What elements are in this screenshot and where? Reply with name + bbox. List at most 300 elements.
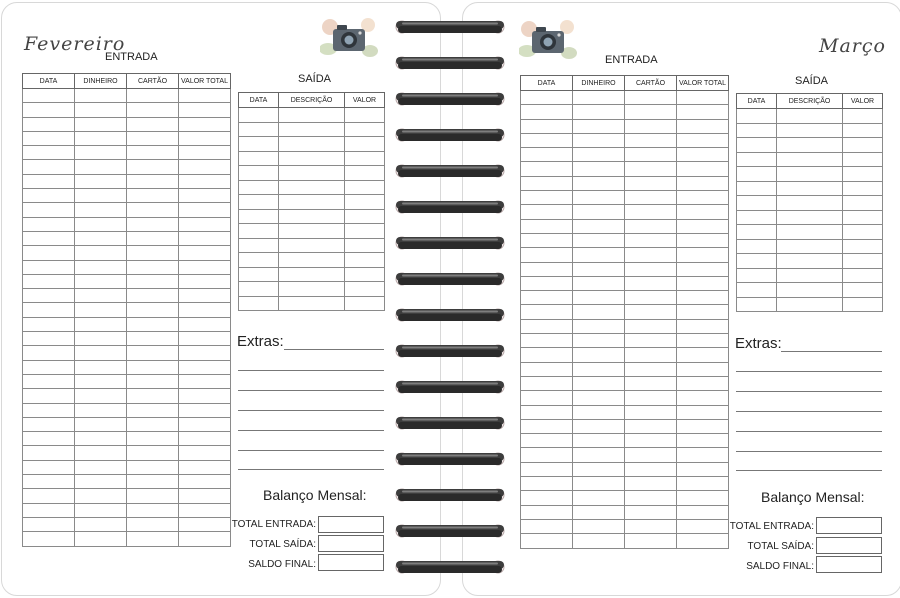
table-cell[interactable] bbox=[737, 196, 777, 211]
table-cell[interactable] bbox=[127, 89, 179, 103]
table-cell[interactable] bbox=[179, 189, 231, 203]
table-cell[interactable] bbox=[75, 146, 127, 160]
table-cell[interactable] bbox=[75, 231, 127, 245]
extras-line[interactable] bbox=[736, 391, 882, 392]
table-cell[interactable] bbox=[239, 195, 279, 210]
table-cell[interactable] bbox=[625, 376, 677, 390]
table-cell[interactable] bbox=[677, 262, 729, 276]
table-cell[interactable] bbox=[521, 448, 573, 462]
table-cell[interactable] bbox=[521, 376, 573, 390]
table-cell[interactable] bbox=[127, 475, 179, 489]
table-cell[interactable] bbox=[521, 334, 573, 348]
table-cell[interactable] bbox=[127, 317, 179, 331]
table-cell[interactable] bbox=[677, 305, 729, 319]
table-cell[interactable] bbox=[677, 219, 729, 233]
total-saida-field[interactable] bbox=[816, 537, 882, 554]
table-cell[interactable] bbox=[23, 260, 75, 274]
table-cell[interactable] bbox=[677, 362, 729, 376]
table-cell[interactable] bbox=[75, 317, 127, 331]
table-cell[interactable] bbox=[777, 297, 843, 312]
table-cell[interactable] bbox=[625, 405, 677, 419]
table-cell[interactable] bbox=[75, 117, 127, 131]
table-cell[interactable] bbox=[843, 123, 883, 138]
table-cell[interactable] bbox=[75, 532, 127, 546]
table-cell[interactable] bbox=[777, 196, 843, 211]
table-cell[interactable] bbox=[127, 189, 179, 203]
table-cell[interactable] bbox=[127, 446, 179, 460]
table-cell[interactable] bbox=[843, 152, 883, 167]
table-cell[interactable] bbox=[677, 348, 729, 362]
table-cell[interactable] bbox=[573, 319, 625, 333]
table-cell[interactable] bbox=[23, 517, 75, 531]
table-cell[interactable] bbox=[737, 225, 777, 240]
table-cell[interactable] bbox=[677, 491, 729, 505]
table-cell[interactable] bbox=[23, 403, 75, 417]
table-cell[interactable] bbox=[625, 233, 677, 247]
table-cell[interactable] bbox=[127, 289, 179, 303]
table-cell[interactable] bbox=[625, 148, 677, 162]
table-cell[interactable] bbox=[239, 151, 279, 166]
total-entrada-field[interactable] bbox=[816, 517, 882, 534]
table-cell[interactable] bbox=[127, 532, 179, 546]
table-cell[interactable] bbox=[737, 109, 777, 124]
table-cell[interactable] bbox=[345, 122, 385, 137]
table-cell[interactable] bbox=[677, 434, 729, 448]
table-cell[interactable] bbox=[127, 260, 179, 274]
table-cell[interactable] bbox=[573, 176, 625, 190]
table-cell[interactable] bbox=[179, 303, 231, 317]
table-cell[interactable] bbox=[625, 105, 677, 119]
table-cell[interactable] bbox=[345, 137, 385, 152]
table-cell[interactable] bbox=[75, 475, 127, 489]
table-cell[interactable] bbox=[573, 191, 625, 205]
table-cell[interactable] bbox=[573, 248, 625, 262]
table-cell[interactable] bbox=[75, 360, 127, 374]
table-cell[interactable] bbox=[625, 534, 677, 548]
table-cell[interactable] bbox=[521, 191, 573, 205]
table-cell[interactable] bbox=[777, 152, 843, 167]
table-cell[interactable] bbox=[521, 133, 573, 147]
table-cell[interactable] bbox=[345, 209, 385, 224]
table-cell[interactable] bbox=[127, 274, 179, 288]
table-cell[interactable] bbox=[521, 219, 573, 233]
table-cell[interactable] bbox=[179, 260, 231, 274]
table-cell[interactable] bbox=[625, 477, 677, 491]
table-cell[interactable] bbox=[677, 91, 729, 105]
table-cell[interactable] bbox=[179, 389, 231, 403]
table-cell[interactable] bbox=[75, 160, 127, 174]
table-cell[interactable] bbox=[777, 239, 843, 254]
table-cell[interactable] bbox=[625, 391, 677, 405]
table-cell[interactable] bbox=[345, 267, 385, 282]
table-cell[interactable] bbox=[843, 109, 883, 124]
table-cell[interactable] bbox=[843, 254, 883, 269]
table-cell[interactable] bbox=[179, 489, 231, 503]
table-cell[interactable] bbox=[625, 419, 677, 433]
table-cell[interactable] bbox=[279, 195, 345, 210]
table-cell[interactable] bbox=[777, 283, 843, 298]
table-cell[interactable] bbox=[75, 274, 127, 288]
table-cell[interactable] bbox=[239, 108, 279, 123]
table-cell[interactable] bbox=[573, 491, 625, 505]
table-cell[interactable] bbox=[239, 267, 279, 282]
table-cell[interactable] bbox=[127, 517, 179, 531]
table-cell[interactable] bbox=[23, 446, 75, 460]
table-cell[interactable] bbox=[75, 432, 127, 446]
table-cell[interactable] bbox=[521, 534, 573, 548]
table-cell[interactable] bbox=[279, 122, 345, 137]
table-cell[interactable] bbox=[625, 491, 677, 505]
table-cell[interactable] bbox=[777, 268, 843, 283]
table-cell[interactable] bbox=[23, 374, 75, 388]
table-cell[interactable] bbox=[23, 346, 75, 360]
table-cell[interactable] bbox=[23, 117, 75, 131]
table-cell[interactable] bbox=[179, 146, 231, 160]
table-cell[interactable] bbox=[127, 246, 179, 260]
table-cell[interactable] bbox=[737, 210, 777, 225]
table-cell[interactable] bbox=[127, 460, 179, 474]
table-cell[interactable] bbox=[345, 195, 385, 210]
table-cell[interactable] bbox=[279, 209, 345, 224]
table-cell[interactable] bbox=[677, 291, 729, 305]
table-cell[interactable] bbox=[521, 162, 573, 176]
table-cell[interactable] bbox=[179, 131, 231, 145]
saldo-final-field[interactable] bbox=[318, 554, 384, 571]
table-cell[interactable] bbox=[573, 162, 625, 176]
table-cell[interactable] bbox=[279, 166, 345, 181]
table-cell[interactable] bbox=[75, 446, 127, 460]
table-cell[interactable] bbox=[179, 160, 231, 174]
table-cell[interactable] bbox=[279, 151, 345, 166]
table-cell[interactable] bbox=[625, 176, 677, 190]
table-cell[interactable] bbox=[677, 391, 729, 405]
table-cell[interactable] bbox=[573, 462, 625, 476]
table-cell[interactable] bbox=[521, 519, 573, 533]
table-cell[interactable] bbox=[521, 91, 573, 105]
table-cell[interactable] bbox=[521, 419, 573, 433]
table-cell[interactable] bbox=[573, 276, 625, 290]
table-cell[interactable] bbox=[127, 117, 179, 131]
table-cell[interactable] bbox=[677, 248, 729, 262]
table-cell[interactable] bbox=[179, 432, 231, 446]
table-cell[interactable] bbox=[677, 319, 729, 333]
table-cell[interactable] bbox=[75, 89, 127, 103]
table-cell[interactable] bbox=[23, 475, 75, 489]
table-cell[interactable] bbox=[625, 519, 677, 533]
table-cell[interactable] bbox=[625, 334, 677, 348]
table-cell[interactable] bbox=[521, 505, 573, 519]
table-cell[interactable] bbox=[75, 103, 127, 117]
table-cell[interactable] bbox=[23, 503, 75, 517]
table-cell[interactable] bbox=[23, 146, 75, 160]
table-cell[interactable] bbox=[843, 181, 883, 196]
table-cell[interactable] bbox=[573, 262, 625, 276]
table-cell[interactable] bbox=[573, 448, 625, 462]
table-cell[interactable] bbox=[737, 181, 777, 196]
table-cell[interactable] bbox=[179, 374, 231, 388]
table-cell[interactable] bbox=[345, 238, 385, 253]
extras-line[interactable] bbox=[238, 370, 384, 371]
table-cell[interactable] bbox=[677, 505, 729, 519]
table-cell[interactable] bbox=[843, 297, 883, 312]
table-cell[interactable] bbox=[23, 217, 75, 231]
table-cell[interactable] bbox=[737, 123, 777, 138]
table-cell[interactable] bbox=[521, 233, 573, 247]
table-cell[interactable] bbox=[677, 148, 729, 162]
table-cell[interactable] bbox=[625, 319, 677, 333]
extras-line[interactable] bbox=[736, 431, 882, 432]
table-cell[interactable] bbox=[677, 205, 729, 219]
table-cell[interactable] bbox=[75, 403, 127, 417]
table-cell[interactable] bbox=[279, 137, 345, 152]
table-cell[interactable] bbox=[777, 225, 843, 240]
table-cell[interactable] bbox=[521, 176, 573, 190]
table-cell[interactable] bbox=[843, 138, 883, 153]
table-cell[interactable] bbox=[843, 268, 883, 283]
table-cell[interactable] bbox=[521, 477, 573, 491]
table-cell[interactable] bbox=[179, 103, 231, 117]
table-cell[interactable] bbox=[345, 166, 385, 181]
table-cell[interactable] bbox=[521, 348, 573, 362]
table-cell[interactable] bbox=[127, 417, 179, 431]
table-cell[interactable] bbox=[23, 389, 75, 403]
table-cell[interactable] bbox=[23, 231, 75, 245]
table-cell[interactable] bbox=[737, 283, 777, 298]
table-cell[interactable] bbox=[23, 332, 75, 346]
table-cell[interactable] bbox=[625, 91, 677, 105]
table-cell[interactable] bbox=[737, 268, 777, 283]
table-cell[interactable] bbox=[75, 131, 127, 145]
table-cell[interactable] bbox=[75, 489, 127, 503]
table-cell[interactable] bbox=[573, 519, 625, 533]
table-cell[interactable] bbox=[737, 297, 777, 312]
table-cell[interactable] bbox=[239, 166, 279, 181]
table-cell[interactable] bbox=[777, 181, 843, 196]
table-cell[interactable] bbox=[573, 91, 625, 105]
table-cell[interactable] bbox=[573, 376, 625, 390]
table-cell[interactable] bbox=[573, 334, 625, 348]
extras-line[interactable] bbox=[736, 470, 882, 471]
table-cell[interactable] bbox=[573, 505, 625, 519]
extras-line[interactable] bbox=[284, 349, 384, 350]
total-entrada-field[interactable] bbox=[318, 516, 384, 533]
table-cell[interactable] bbox=[843, 283, 883, 298]
table-cell[interactable] bbox=[23, 417, 75, 431]
table-cell[interactable] bbox=[75, 389, 127, 403]
table-cell[interactable] bbox=[179, 346, 231, 360]
table-cell[interactable] bbox=[23, 289, 75, 303]
total-saida-field[interactable] bbox=[318, 535, 384, 552]
table-cell[interactable] bbox=[521, 491, 573, 505]
table-cell[interactable] bbox=[127, 403, 179, 417]
extras-line[interactable] bbox=[238, 390, 384, 391]
table-cell[interactable] bbox=[521, 248, 573, 262]
table-cell[interactable] bbox=[279, 180, 345, 195]
table-cell[interactable] bbox=[345, 151, 385, 166]
table-cell[interactable] bbox=[23, 189, 75, 203]
table-cell[interactable] bbox=[179, 246, 231, 260]
table-cell[interactable] bbox=[279, 108, 345, 123]
table-cell[interactable] bbox=[75, 189, 127, 203]
table-cell[interactable] bbox=[239, 180, 279, 195]
table-cell[interactable] bbox=[677, 119, 729, 133]
table-cell[interactable] bbox=[521, 291, 573, 305]
table-cell[interactable] bbox=[521, 305, 573, 319]
table-cell[interactable] bbox=[573, 477, 625, 491]
table-cell[interactable] bbox=[573, 305, 625, 319]
table-cell[interactable] bbox=[573, 391, 625, 405]
table-cell[interactable] bbox=[23, 532, 75, 546]
table-cell[interactable] bbox=[573, 434, 625, 448]
table-cell[interactable] bbox=[127, 374, 179, 388]
table-cell[interactable] bbox=[625, 248, 677, 262]
table-cell[interactable] bbox=[179, 289, 231, 303]
table-cell[interactable] bbox=[179, 203, 231, 217]
table-cell[interactable] bbox=[737, 152, 777, 167]
table-cell[interactable] bbox=[625, 162, 677, 176]
table-cell[interactable] bbox=[573, 205, 625, 219]
table-cell[interactable] bbox=[573, 405, 625, 419]
table-cell[interactable] bbox=[239, 122, 279, 137]
table-cell[interactable] bbox=[239, 296, 279, 311]
table-cell[interactable] bbox=[179, 417, 231, 431]
table-cell[interactable] bbox=[75, 332, 127, 346]
table-cell[interactable] bbox=[75, 260, 127, 274]
table-cell[interactable] bbox=[345, 224, 385, 239]
table-cell[interactable] bbox=[521, 205, 573, 219]
table-cell[interactable] bbox=[179, 231, 231, 245]
table-cell[interactable] bbox=[777, 109, 843, 124]
table-cell[interactable] bbox=[345, 108, 385, 123]
table-cell[interactable] bbox=[573, 105, 625, 119]
table-cell[interactable] bbox=[127, 174, 179, 188]
table-cell[interactable] bbox=[23, 274, 75, 288]
table-cell[interactable] bbox=[521, 434, 573, 448]
table-cell[interactable] bbox=[625, 305, 677, 319]
table-cell[interactable] bbox=[777, 138, 843, 153]
table-cell[interactable] bbox=[75, 346, 127, 360]
table-cell[interactable] bbox=[843, 210, 883, 225]
table-cell[interactable] bbox=[179, 446, 231, 460]
table-cell[interactable] bbox=[75, 203, 127, 217]
table-cell[interactable] bbox=[75, 303, 127, 317]
table-cell[interactable] bbox=[521, 462, 573, 476]
table-cell[interactable] bbox=[677, 448, 729, 462]
table-cell[interactable] bbox=[239, 137, 279, 152]
table-cell[interactable] bbox=[179, 332, 231, 346]
table-cell[interactable] bbox=[279, 238, 345, 253]
table-cell[interactable] bbox=[677, 462, 729, 476]
table-cell[interactable] bbox=[179, 274, 231, 288]
table-cell[interactable] bbox=[279, 224, 345, 239]
table-cell[interactable] bbox=[625, 219, 677, 233]
table-cell[interactable] bbox=[737, 254, 777, 269]
extras-line[interactable] bbox=[736, 451, 882, 452]
table-cell[interactable] bbox=[179, 503, 231, 517]
extras-line[interactable] bbox=[238, 430, 384, 431]
table-cell[interactable] bbox=[677, 477, 729, 491]
table-cell[interactable] bbox=[625, 291, 677, 305]
table-cell[interactable] bbox=[127, 432, 179, 446]
table-cell[interactable] bbox=[625, 133, 677, 147]
table-cell[interactable] bbox=[75, 503, 127, 517]
table-cell[interactable] bbox=[179, 475, 231, 489]
table-cell[interactable] bbox=[127, 332, 179, 346]
table-cell[interactable] bbox=[625, 348, 677, 362]
table-cell[interactable] bbox=[345, 180, 385, 195]
table-cell[interactable] bbox=[677, 133, 729, 147]
table-cell[interactable] bbox=[625, 448, 677, 462]
table-cell[interactable] bbox=[573, 233, 625, 247]
table-cell[interactable] bbox=[843, 239, 883, 254]
table-cell[interactable] bbox=[677, 334, 729, 348]
table-cell[interactable] bbox=[625, 505, 677, 519]
table-cell[interactable] bbox=[239, 238, 279, 253]
table-cell[interactable] bbox=[127, 231, 179, 245]
table-cell[interactable] bbox=[239, 282, 279, 297]
table-cell[interactable] bbox=[23, 432, 75, 446]
table-cell[interactable] bbox=[573, 534, 625, 548]
table-cell[interactable] bbox=[677, 419, 729, 433]
table-cell[interactable] bbox=[127, 131, 179, 145]
table-cell[interactable] bbox=[179, 217, 231, 231]
table-cell[interactable] bbox=[521, 391, 573, 405]
table-cell[interactable] bbox=[75, 374, 127, 388]
table-cell[interactable] bbox=[279, 267, 345, 282]
table-cell[interactable] bbox=[625, 119, 677, 133]
extras-line[interactable] bbox=[736, 371, 882, 372]
table-cell[interactable] bbox=[127, 203, 179, 217]
table-cell[interactable] bbox=[625, 205, 677, 219]
table-cell[interactable] bbox=[777, 123, 843, 138]
table-cell[interactable] bbox=[843, 196, 883, 211]
table-cell[interactable] bbox=[521, 276, 573, 290]
table-cell[interactable] bbox=[625, 462, 677, 476]
table-cell[interactable] bbox=[573, 119, 625, 133]
table-cell[interactable] bbox=[625, 362, 677, 376]
table-cell[interactable] bbox=[279, 253, 345, 268]
table-cell[interactable] bbox=[573, 291, 625, 305]
table-cell[interactable] bbox=[279, 296, 345, 311]
table-cell[interactable] bbox=[677, 105, 729, 119]
table-cell[interactable] bbox=[573, 133, 625, 147]
extras-line[interactable] bbox=[781, 351, 882, 352]
table-cell[interactable] bbox=[777, 254, 843, 269]
table-cell[interactable] bbox=[239, 224, 279, 239]
table-cell[interactable] bbox=[23, 103, 75, 117]
table-cell[interactable] bbox=[179, 317, 231, 331]
table-cell[interactable] bbox=[677, 376, 729, 390]
table-cell[interactable] bbox=[75, 517, 127, 531]
table-cell[interactable] bbox=[23, 360, 75, 374]
table-cell[interactable] bbox=[279, 282, 345, 297]
table-cell[interactable] bbox=[345, 253, 385, 268]
table-cell[interactable] bbox=[737, 138, 777, 153]
table-cell[interactable] bbox=[677, 191, 729, 205]
table-cell[interactable] bbox=[521, 119, 573, 133]
table-cell[interactable] bbox=[677, 233, 729, 247]
table-cell[interactable] bbox=[23, 131, 75, 145]
table-cell[interactable] bbox=[777, 167, 843, 182]
table-cell[interactable] bbox=[625, 434, 677, 448]
table-cell[interactable] bbox=[127, 103, 179, 117]
table-cell[interactable] bbox=[75, 460, 127, 474]
table-cell[interactable] bbox=[677, 176, 729, 190]
table-cell[interactable] bbox=[127, 389, 179, 403]
table-cell[interactable] bbox=[179, 403, 231, 417]
extras-line[interactable] bbox=[238, 450, 384, 451]
table-cell[interactable] bbox=[179, 117, 231, 131]
